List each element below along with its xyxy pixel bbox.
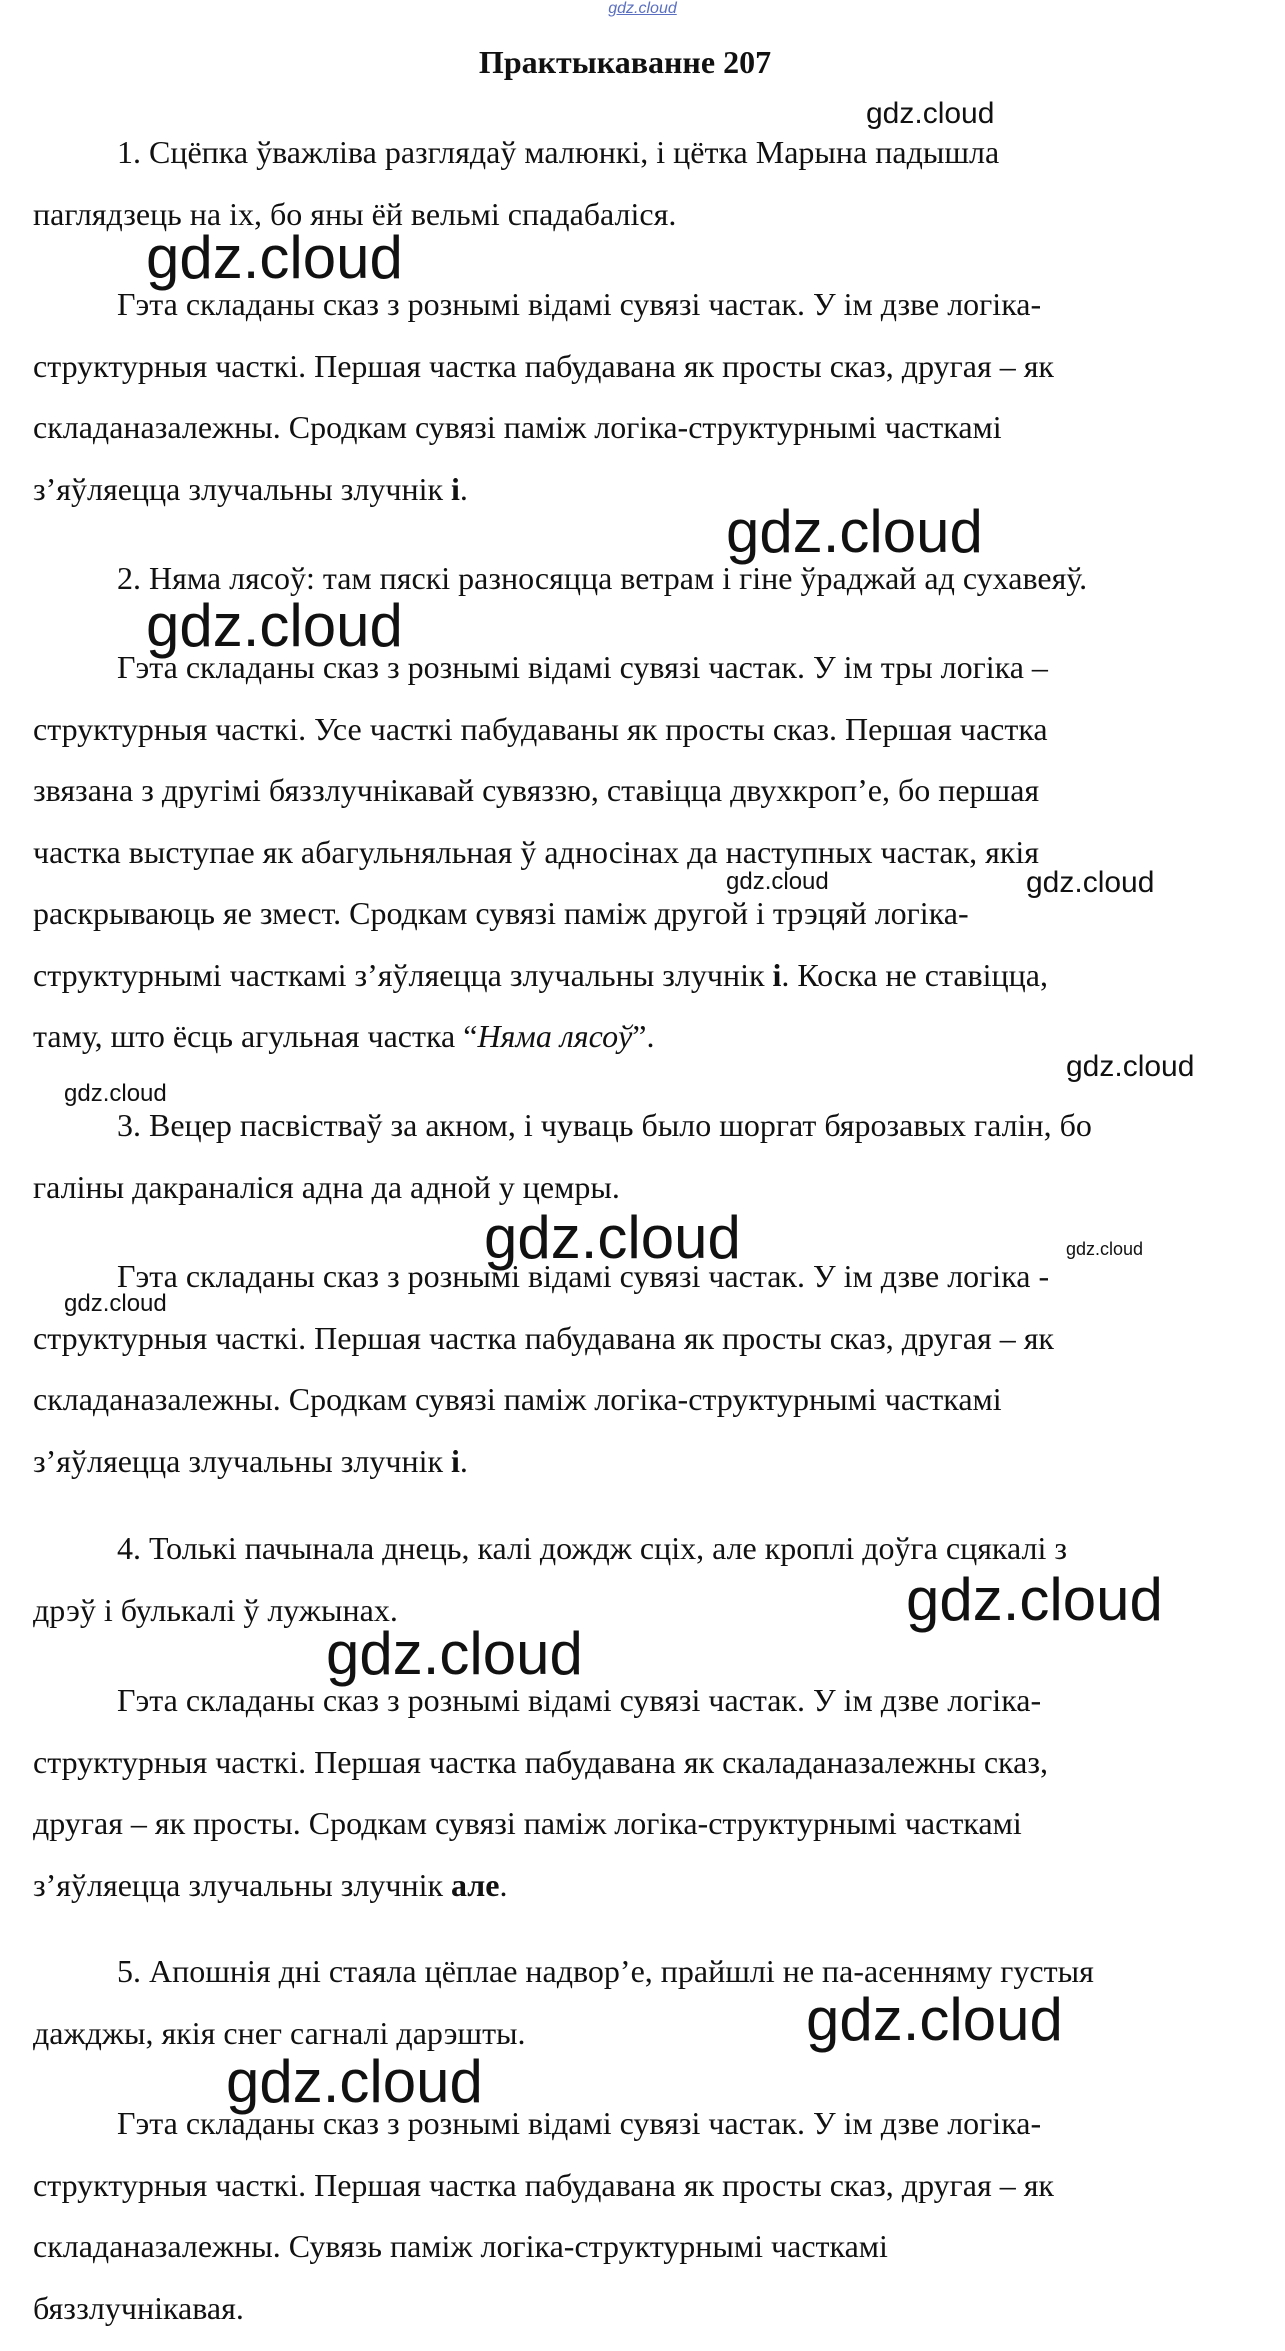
section-4-analysis-line-2: структурныя часткі. Першая частка пабудавана як скаладаназалежны сказ, [33,1743,1048,1780]
section-1-analysis-line-2: структурныя часткі. Першая частка пабудавана як просты сказ, другая – як [33,347,1054,384]
watermark: gdz.cloud [226,2048,483,2115]
top-watermark-link: gdz.cloud [608,0,677,17]
section-4-analysis-line-3: другая – як просты. Сродкам сувязі паміж логіка-структурнымі часткамі [33,1805,1022,1841]
section-3-analysis [33,1246,1233,1492]
section-5-analysis-line-1: Гэта складаны сказ з рознымі відамі сувязі частак. У ім дзве логіка- [117,2105,1042,2141]
watermark: gdz.cloud [866,97,995,130]
watermark: gdz.cloud [64,1290,167,1317]
watermark: gdz.cloud [64,1080,167,1107]
section-3-analysis-line-2: структурныя часткі. Першая частка пабудавана як просты сказ, другая – як [33,1319,1054,1356]
section-5-analysis-line-4: бяззлучнікавая. [33,2289,244,2326]
section-5-sentence-line-2: дажджы, якія снег сагналі дарэшты. [33,2014,526,2051]
section-3-analysis-line-4: з’яўляецца злучальны злучнік і. [33,1442,468,1479]
section-3-sentence-line-1: 3. Вецер пасвістваў за акном, і чуваць было шоргат бярозавых галін, бо [117,1107,1092,1143]
section-1-analysis-line-1: Гэта складаны сказ з рознымі відамі сувязі частак. У ім дзве логіка- [117,286,1042,322]
watermark: gdz.cloud [726,498,983,565]
section-2-analysis-line-6: структурнымі часткамі з’яўляецца злучальны злучнік і. Коска не ставіцца, [33,956,1048,993]
watermark: gdz.cloud [726,868,829,895]
watermark: gdz.cloud [484,1204,741,1271]
section-2-analysis-line-7: таму, што ёсць агульная частка “Няма лясоў”. [33,1018,655,1054]
section-2-analysis-line-1: Гэта складаны сказ з рознымі відамі сувязі частак. У ім тры логіка – [117,649,1048,685]
watermark: gdz.cloud [806,1986,1063,2053]
section-1-sentence-line-1: 1. Сцёпка ўважліва разглядаў малюнкі, і цётка Марына падышла [117,134,1000,170]
section-2-analysis-line-2: структурныя часткі. Усе часткі пабудаваны як просты сказ. Першая частка [33,710,1048,747]
section-4-sentence-line-2: дрэў і булькалі ў лужынах. [33,1591,398,1628]
section-1-analysis [33,274,1233,520]
section-3-analysis-line-3: складаназалежны. Сродкам сувязі паміж логіка-структурнымі часткамі [33,1381,1002,1417]
section-4-sentence-line-1: 4. Толькі пачынала днець, калі дождж сціх, але кроплі доўга сцякалі з [117,1530,1067,1566]
section-3 [33,1095,1233,1218]
section-5-sentence-line-1: 5. Апошнія дні стаяла цёплае надвор’е, прайшлі не па-асенняму густыя [117,1953,1094,1989]
watermark: gdz.cloud [1066,1239,1144,1259]
page-title: Практыкаванне 207 [478,44,772,80]
section-4-analysis-line-4: з’яўляецца злучальны злучнік але. [33,1866,508,1903]
section-5-analysis [33,2093,1233,2339]
section-1-sentence-line-2: паглядзець на іх, бо яны ёй вельмі спадабаліся. [33,195,677,232]
section-2-analysis [33,637,1233,1068]
section-1-analysis-line-3: складаназалежны. Сродкам сувязі паміж логіка-структурнымі часткамі [33,409,1002,445]
section-4-analysis-line-1: Гэта складаны сказ з рознымі відамі сувязі частак. У ім дзве логіка- [117,1682,1042,1718]
watermark: gdz.cloud [906,1566,1163,1633]
section-5-analysis-line-3: складаназалежны. Сувязь паміж логіка-структурнымі часткамі [33,2228,888,2264]
watermark: gdz.cloud [146,224,403,291]
watermark: gdz.cloud [1026,866,1155,899]
section-1-analysis-line-4: з’яўляецца злучальны злучнік і. [33,470,468,507]
section-3-sentence-line-2: галіны дакраналіся адна да адной у цемры. [33,1168,620,1205]
section-2-analysis-line-4: частка выступае як абагульняльная ў адносінах да наступных частак, якія [33,833,1039,870]
watermark: gdz.cloud [146,592,403,659]
section-3-analysis-line-1: Гэта складаны сказ з рознымі відамі сувязі частак. У ім дзве логіка - [117,1258,1050,1294]
watermark: gdz.cloud [1066,1050,1195,1083]
section-2-analysis-line-3: звязана з другімі бяззлучнікавай сувяззю, ставіцца двухкроп’е, бо першая [33,772,1040,808]
section-4-analysis [33,1670,1233,1916]
watermark: gdz.cloud [326,1620,583,1687]
section-5-analysis-line-2: структурныя часткі. Першая частка пабудавана як просты сказ, другая – як [33,2166,1054,2203]
section-2-analysis-line-5: раскрываюць яе змест. Сродкам сувязі паміж другой і трэцяй логіка- [33,895,969,931]
section-2-sentence-line-1: 2. Няма лясоў: там пяскі разносяцца ветрам і гіне ўраджай ад сухавеяў. [117,560,1088,596]
